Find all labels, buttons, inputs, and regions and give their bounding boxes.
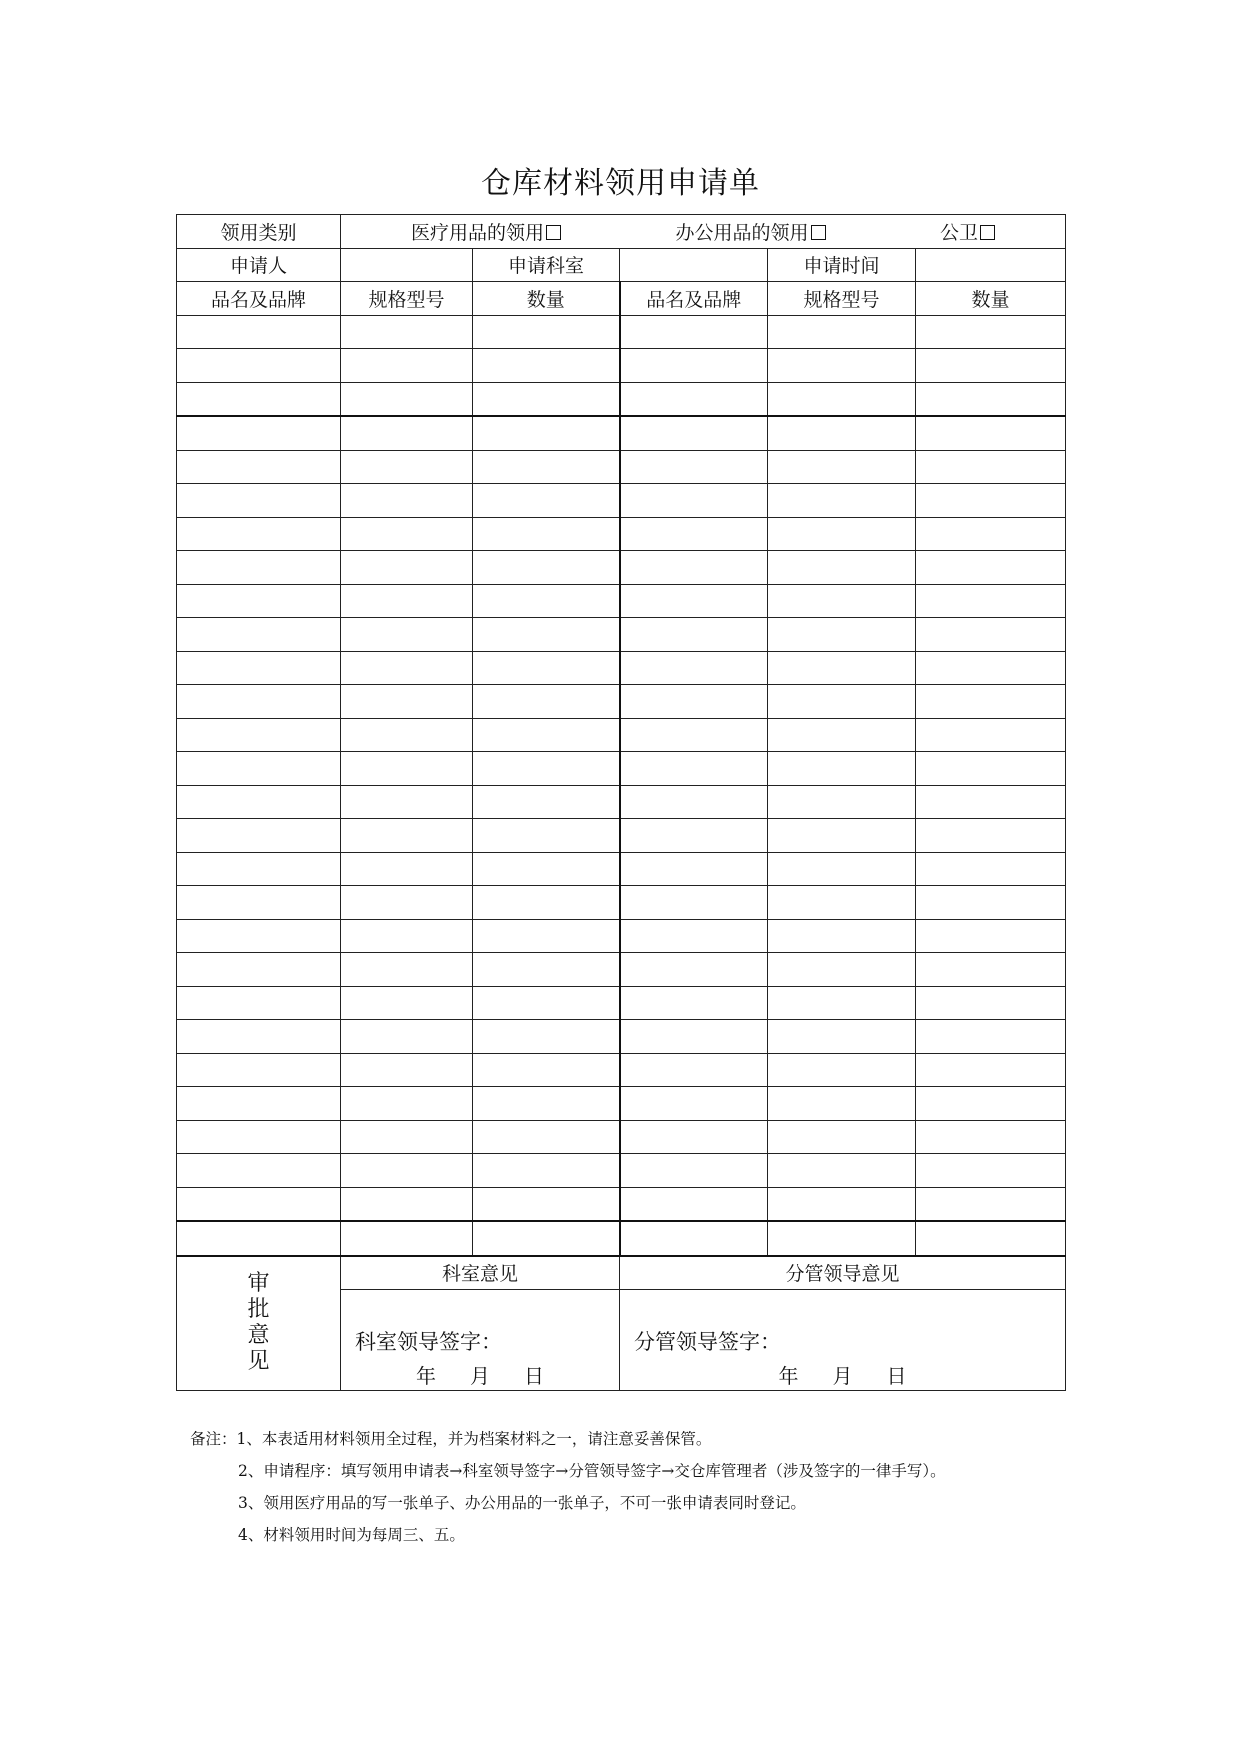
col-header-name-2: 品名及品牌 (620, 282, 768, 316)
item-row (177, 752, 1066, 786)
item-cell[interactable] (341, 718, 473, 752)
applicant-field[interactable] (341, 248, 473, 282)
item-cell[interactable] (473, 1154, 620, 1188)
item-cell[interactable] (768, 517, 916, 551)
item-cell[interactable] (341, 651, 473, 685)
category-label: 领用类别 (177, 215, 341, 249)
leader-date (620, 1360, 1065, 1389)
item-cell[interactable] (341, 584, 473, 618)
item-cell[interactable] (620, 484, 768, 518)
leader-opinion-heading: 分管领导意见 (620, 1256, 1066, 1290)
approval-label (177, 1256, 341, 1391)
item-cell[interactable] (177, 685, 341, 719)
item-cell[interactable] (473, 685, 620, 719)
item-row (177, 416, 1066, 450)
item-cell[interactable] (341, 1053, 473, 1087)
item-cell[interactable] (177, 1053, 341, 1087)
leader-opinion-box[interactable] (620, 1290, 1066, 1391)
item-row (177, 852, 1066, 886)
item-cell[interactable] (916, 584, 1066, 618)
item-cell[interactable] (768, 416, 916, 450)
item-cell[interactable] (768, 752, 916, 786)
option-public-health[interactable]: 公卫 (940, 218, 995, 245)
leader-sign-label: 分管领导签字： (634, 1330, 781, 1354)
item-row (177, 651, 1066, 685)
item-row (177, 685, 1066, 719)
item-cell[interactable] (916, 1020, 1066, 1054)
dept-sign-label: 科室领导签字： (355, 1330, 502, 1354)
item-cell[interactable] (768, 382, 916, 416)
applicant-label: 申请人 (177, 248, 341, 282)
item-cell[interactable] (177, 382, 341, 416)
applicant-row (177, 248, 1066, 282)
item-cell[interactable] (768, 886, 916, 920)
item-cell[interactable] (620, 819, 768, 853)
dept-opinion-box[interactable] (341, 1290, 620, 1391)
item-row (177, 1020, 1066, 1054)
item-row (177, 1120, 1066, 1154)
item-cell[interactable] (768, 484, 916, 518)
item-cell[interactable] (177, 986, 341, 1020)
item-cell[interactable] (341, 919, 473, 953)
item-row (177, 919, 1066, 953)
item-row (177, 584, 1066, 618)
item-cell[interactable] (341, 450, 473, 484)
item-cell[interactable] (768, 852, 916, 886)
item-cell[interactable] (620, 1154, 768, 1188)
item-row (177, 551, 1066, 585)
item-cell[interactable] (341, 1187, 473, 1221)
item-cell[interactable] (341, 484, 473, 518)
item-cell[interactable] (620, 450, 768, 484)
time-field[interactable] (916, 248, 1066, 282)
item-cell[interactable] (177, 1020, 341, 1054)
item-cell[interactable] (620, 1187, 768, 1221)
month-label: 月 (470, 1364, 490, 1388)
checkbox-medical[interactable] (546, 225, 561, 240)
item-cell[interactable] (473, 382, 620, 416)
item-cell[interactable] (768, 315, 916, 349)
item-cell[interactable] (768, 450, 916, 484)
item-cell[interactable] (177, 752, 341, 786)
checkbox-office[interactable] (811, 225, 826, 240)
item-cell[interactable] (473, 852, 620, 886)
item-cell[interactable] (620, 752, 768, 786)
item-cell[interactable] (177, 651, 341, 685)
item-cell[interactable] (916, 919, 1066, 953)
col-header-spec-2: 规格型号 (768, 282, 916, 316)
item-row (177, 785, 1066, 819)
month-label: 月 (832, 1364, 853, 1388)
item-cell[interactable] (177, 551, 341, 585)
item-cell[interactable] (620, 416, 768, 450)
approval-header-row (177, 1256, 1066, 1290)
dept-opinion-heading: 科室意见 (341, 1256, 620, 1290)
item-row (177, 1053, 1066, 1087)
item-cell[interactable] (177, 450, 341, 484)
item-cell[interactable] (620, 953, 768, 987)
item-row (177, 450, 1066, 484)
item-cell[interactable] (341, 986, 473, 1020)
item-cell[interactable] (916, 1154, 1066, 1188)
item-cell[interactable] (341, 416, 473, 450)
item-cell[interactable] (620, 551, 768, 585)
item-cell[interactable] (473, 484, 620, 518)
item-row (177, 986, 1066, 1020)
approval-label-char: 意 (247, 1323, 270, 1349)
item-cell[interactable] (177, 819, 341, 853)
item-cell[interactable] (620, 718, 768, 752)
item-cell[interactable] (768, 349, 916, 383)
item-cell[interactable] (620, 919, 768, 953)
item-cell[interactable] (473, 618, 620, 652)
item-cell[interactable] (341, 517, 473, 551)
item-cell[interactable] (473, 450, 620, 484)
item-cell[interactable] (473, 986, 620, 1020)
item-cell[interactable] (620, 315, 768, 349)
item-cell[interactable] (768, 718, 916, 752)
item-cell[interactable] (916, 315, 1066, 349)
item-cell[interactable] (473, 785, 620, 819)
item-cell[interactable] (177, 349, 341, 383)
day-label: 日 (886, 1364, 907, 1388)
item-row (177, 718, 1066, 752)
item-cell[interactable] (473, 416, 620, 450)
item-cell[interactable] (620, 517, 768, 551)
item-cell[interactable] (916, 349, 1066, 383)
item-cell[interactable] (768, 1187, 916, 1221)
item-cell[interactable] (620, 1020, 768, 1054)
item-cell[interactable] (341, 382, 473, 416)
note-4: 4、材料领用时间为每周三、五。 (238, 1526, 465, 1544)
item-cell[interactable] (916, 1087, 1066, 1121)
item-cell[interactable] (473, 1187, 620, 1221)
item-cell[interactable] (768, 919, 916, 953)
item-cell[interactable] (473, 651, 620, 685)
item-cell[interactable] (177, 484, 341, 518)
item-cell[interactable] (620, 584, 768, 618)
dept-date (341, 1360, 619, 1389)
note-2: 2、申请程序：填写领用申请表→科室领导签字→分管领导签字→交仓库管理者（涉及签字的一律手写）。 (238, 1462, 946, 1480)
item-cell[interactable] (177, 919, 341, 953)
item-cell[interactable] (620, 1053, 768, 1087)
requisition-table (176, 214, 1066, 1391)
item-cell[interactable] (177, 618, 341, 652)
item-cell[interactable] (916, 651, 1066, 685)
item-cell[interactable] (916, 752, 1066, 786)
approval-label-char: 审 (247, 1271, 270, 1297)
item-cell[interactable] (177, 416, 341, 450)
item-cell[interactable] (768, 1020, 916, 1054)
item-row (177, 1154, 1066, 1188)
item-cell[interactable] (341, 1221, 473, 1256)
item-cell[interactable] (177, 1154, 341, 1188)
item-cell[interactable] (916, 1221, 1066, 1256)
item-cell[interactable] (916, 618, 1066, 652)
item-cell[interactable] (916, 416, 1066, 450)
item-cell[interactable] (768, 1120, 916, 1154)
item-row (177, 484, 1066, 518)
column-header-row (177, 282, 1066, 316)
item-cell[interactable] (341, 618, 473, 652)
item-cell[interactable] (620, 651, 768, 685)
item-cell[interactable] (341, 315, 473, 349)
item-cell[interactable] (177, 953, 341, 987)
item-cell[interactable] (341, 785, 473, 819)
item-cell[interactable] (177, 315, 341, 349)
col-header-name-1: 品名及品牌 (177, 282, 341, 316)
item-cell[interactable] (177, 584, 341, 618)
item-cell[interactable] (473, 1020, 620, 1054)
note-1: 备注：1、本表适用材料领用全过程，并为档案材料之一，请注意妥善保管。 (190, 1430, 712, 1448)
item-cell[interactable] (341, 819, 473, 853)
item-row (177, 315, 1066, 349)
item-cell[interactable] (341, 551, 473, 585)
item-cell[interactable] (916, 953, 1066, 987)
item-cell[interactable] (916, 986, 1066, 1020)
item-cell[interactable] (473, 1120, 620, 1154)
department-field[interactable] (620, 248, 768, 282)
option-medical[interactable]: 医疗用品的领用 (411, 218, 561, 245)
item-cell[interactable] (177, 1187, 341, 1221)
form-title: 仓库材料领用申请单 (481, 166, 760, 201)
item-cell[interactable] (177, 1120, 341, 1154)
item-cell[interactable] (768, 685, 916, 719)
item-cell[interactable] (473, 349, 620, 383)
notes-block (190, 1423, 946, 1551)
item-cell[interactable] (916, 551, 1066, 585)
item-cell[interactable] (177, 1221, 341, 1256)
col-header-qty-2: 数量 (916, 282, 1066, 316)
item-cell[interactable] (620, 349, 768, 383)
item-cell[interactable] (620, 1221, 768, 1256)
item-cell[interactable] (620, 685, 768, 719)
item-cell[interactable] (473, 1221, 620, 1256)
item-row (177, 517, 1066, 551)
item-cell[interactable] (473, 517, 620, 551)
item-cell[interactable] (177, 886, 341, 920)
category-row (177, 215, 1066, 249)
item-cell[interactable] (620, 1087, 768, 1121)
item-cell[interactable] (916, 1120, 1066, 1154)
item-cell[interactable] (916, 517, 1066, 551)
item-cell[interactable] (620, 785, 768, 819)
item-cell[interactable] (768, 1087, 916, 1121)
item-cell[interactable] (473, 718, 620, 752)
item-cell[interactable] (620, 886, 768, 920)
department-label: 申请科室 (473, 248, 620, 282)
item-cell[interactable] (768, 1154, 916, 1188)
item-cell[interactable] (177, 785, 341, 819)
item-row (177, 1187, 1066, 1221)
item-cell[interactable] (341, 1120, 473, 1154)
item-cell[interactable] (177, 718, 341, 752)
col-header-qty-1: 数量 (473, 282, 620, 316)
item-cell[interactable] (916, 1053, 1066, 1087)
item-cell[interactable] (916, 886, 1066, 920)
item-cell[interactable] (768, 651, 916, 685)
item-cell[interactable] (473, 551, 620, 585)
item-row (177, 1221, 1066, 1256)
day-label: 日 (524, 1364, 544, 1388)
item-cell[interactable] (341, 1087, 473, 1121)
item-cell[interactable] (473, 315, 620, 349)
item-cell[interactable] (473, 819, 620, 853)
year-label: 年 (416, 1364, 436, 1388)
time-label: 申请时间 (768, 248, 916, 282)
item-cell[interactable] (916, 685, 1066, 719)
option-office[interactable]: 办公用品的领用 (676, 218, 826, 245)
item-cell[interactable] (473, 752, 620, 786)
item-cell[interactable] (473, 584, 620, 618)
item-cell[interactable] (620, 382, 768, 416)
item-cell[interactable] (768, 1221, 916, 1256)
item-cell[interactable] (620, 1120, 768, 1154)
approval-label-char: 见 (247, 1349, 270, 1375)
item-cell[interactable] (916, 819, 1066, 853)
item-cell[interactable] (768, 785, 916, 819)
item-cell[interactable] (473, 1087, 620, 1121)
item-cell[interactable] (177, 1087, 341, 1121)
item-cell[interactable] (768, 584, 916, 618)
item-row (177, 819, 1066, 853)
item-cell[interactable] (473, 1053, 620, 1087)
item-cell[interactable] (916, 1187, 1066, 1221)
item-cell[interactable] (768, 618, 916, 652)
item-cell[interactable] (473, 886, 620, 920)
item-cell[interactable] (341, 349, 473, 383)
item-cell[interactable] (620, 986, 768, 1020)
item-cell[interactable] (916, 382, 1066, 416)
item-row (177, 953, 1066, 987)
item-cell[interactable] (177, 517, 341, 551)
item-cell[interactable] (620, 618, 768, 652)
item-cell[interactable] (916, 718, 1066, 752)
item-cell[interactable] (768, 986, 916, 1020)
item-cell[interactable] (620, 852, 768, 886)
item-cell[interactable] (916, 450, 1066, 484)
item-row (177, 1087, 1066, 1121)
item-cell[interactable] (341, 1154, 473, 1188)
item-row (177, 382, 1066, 416)
item-cell[interactable] (768, 953, 916, 987)
checkbox-public-health[interactable] (980, 225, 995, 240)
col-header-spec-1: 规格型号 (341, 282, 473, 316)
item-cell[interactable] (341, 886, 473, 920)
item-cell[interactable] (916, 785, 1066, 819)
item-cell[interactable] (768, 819, 916, 853)
item-cell[interactable] (768, 551, 916, 585)
item-cell[interactable] (341, 1020, 473, 1054)
item-cell[interactable] (473, 953, 620, 987)
item-cell[interactable] (341, 953, 473, 987)
item-row (177, 618, 1066, 652)
item-cell[interactable] (177, 852, 341, 886)
year-label: 年 (778, 1364, 799, 1388)
approval-label-char: 批 (247, 1297, 270, 1323)
item-cell[interactable] (341, 852, 473, 886)
item-cell[interactable] (768, 1053, 916, 1087)
note-3: 3、领用医疗用品的写一张单子、办公用品的一张单子，不可一张申请表同时登记。 (238, 1494, 806, 1512)
item-cell[interactable] (916, 484, 1066, 518)
item-cell[interactable] (916, 852, 1066, 886)
item-row (177, 349, 1066, 383)
item-cell[interactable] (341, 752, 473, 786)
item-cell[interactable] (341, 685, 473, 719)
item-row (177, 886, 1066, 920)
item-cell[interactable] (473, 919, 620, 953)
